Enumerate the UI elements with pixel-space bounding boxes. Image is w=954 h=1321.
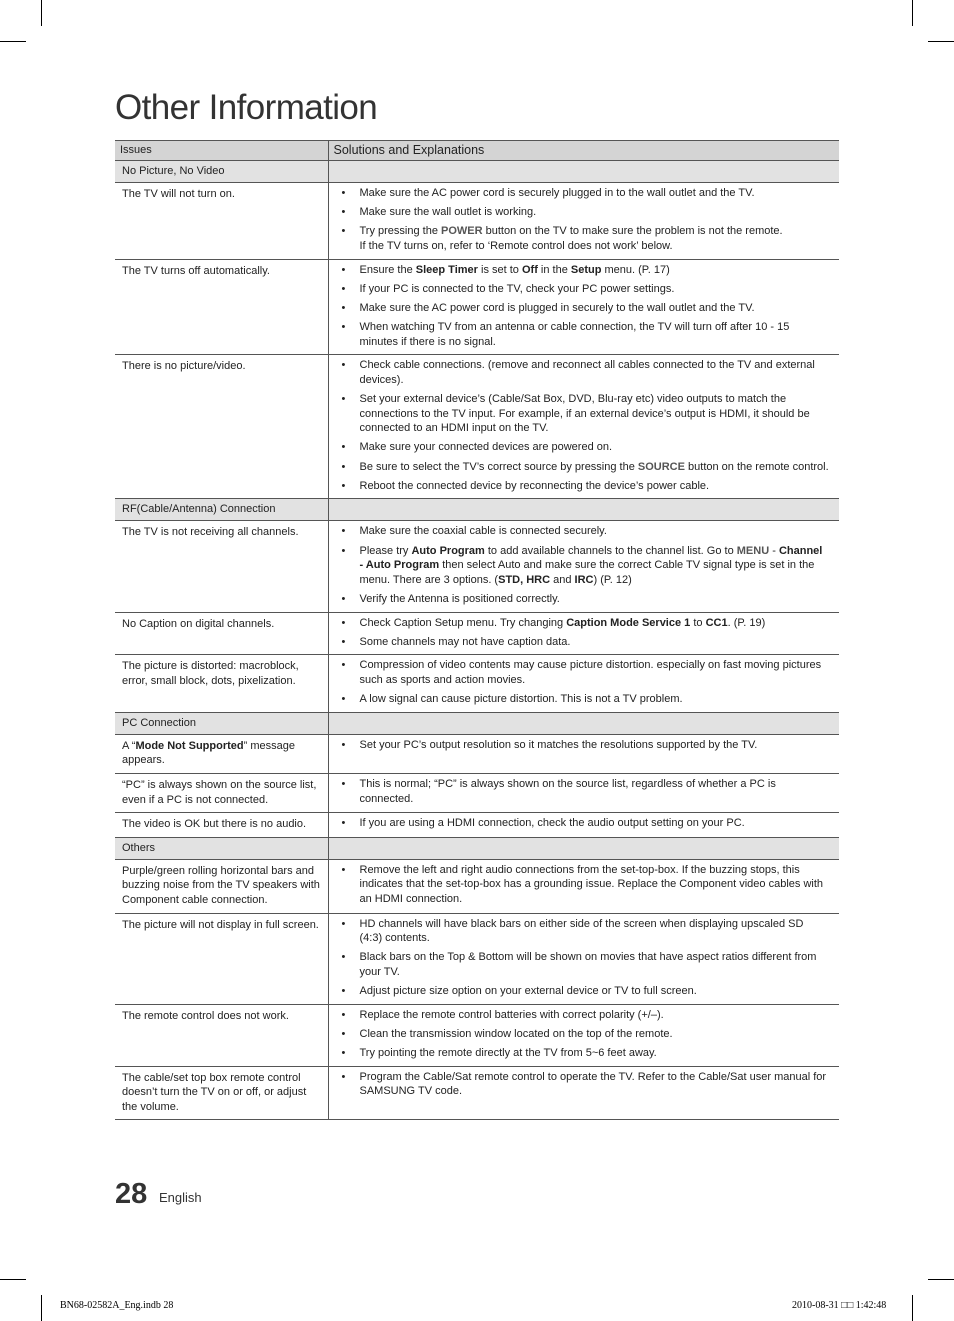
section-row xyxy=(115,837,839,859)
issue-cell xyxy=(115,773,328,812)
text-run: If the TV turns on, refer to ‘Remote control does not work’ below. xyxy=(359,239,673,252)
solution-list xyxy=(334,658,830,706)
crop-mark xyxy=(912,0,913,26)
solution-list xyxy=(334,1008,830,1061)
solution-item xyxy=(334,224,830,253)
text-run: The remote control does not work. xyxy=(122,1009,289,1022)
solution-item xyxy=(334,592,830,607)
solution-item xyxy=(334,440,830,455)
crop-mark xyxy=(41,1295,42,1321)
page-language: English xyxy=(159,1190,202,1205)
issue-cell xyxy=(115,813,328,838)
bullet-icon: • xyxy=(341,282,346,295)
text-run: ” message appears. xyxy=(122,739,295,767)
text-run: and xyxy=(550,573,575,586)
table-row xyxy=(115,355,839,499)
troubleshooting-table xyxy=(115,140,839,1120)
text-run: Remove the left and right audio connections from the set-top-box. If the buzzing stops, this indicates that the set-top-box has a grounding issue. Replace the Component video cables with an HDMI connection. xyxy=(359,863,824,905)
text-run: The TV will not turn on. xyxy=(122,188,235,200)
crop-mark xyxy=(0,1279,26,1280)
crop-mark xyxy=(0,41,26,42)
text-run: Please try xyxy=(359,544,412,557)
bullet-icon: • xyxy=(341,917,346,930)
text-run: “PC” is always shown on the source list, even if a PC is not connected. xyxy=(122,778,317,806)
bullet-icon: • xyxy=(341,479,346,492)
text-run: Make sure your connected devices are powered on. xyxy=(359,441,613,454)
table-row xyxy=(115,183,839,260)
section-title: RF(Cable/Antenna) Connection xyxy=(115,499,328,521)
crop-mark xyxy=(928,41,954,42)
solution-item xyxy=(334,616,830,631)
table-row xyxy=(115,773,839,812)
solution-item xyxy=(334,917,830,946)
solution-item xyxy=(334,186,830,201)
solution-item xyxy=(334,460,830,475)
text-run: If you are using a HDMI connection, check the audio output setting on your PC. xyxy=(359,817,745,830)
text-run: Be sure to select the TV’s correct source by pressing the xyxy=(359,460,638,473)
solution-item xyxy=(334,301,830,316)
solution-cell xyxy=(328,612,839,655)
text-run: Replace the remote control batteries with correct polarity (+/–). xyxy=(359,1008,664,1021)
section-empty-cell xyxy=(328,712,839,734)
section-title: PC Connection xyxy=(115,712,328,734)
bullet-icon: • xyxy=(341,359,346,372)
text-run: Verify the Antenna is positioned correctly. xyxy=(359,593,560,605)
text-run: A “ xyxy=(122,739,136,752)
bullet-icon: • xyxy=(341,187,346,199)
bullet-icon: • xyxy=(341,693,346,706)
print-slug-file: BN68-02582A_Eng.indb 28 xyxy=(60,1300,174,1311)
solution-item xyxy=(334,777,830,806)
bullet-icon: • xyxy=(341,460,346,473)
bold-term: Mode Not Supported xyxy=(135,739,244,752)
text-run: Make sure the coaxial cable is connected securely. xyxy=(359,525,607,538)
text-run: The TV turns off automatically. xyxy=(122,264,270,277)
text-run: to add available channels to the channel list. Go to xyxy=(484,544,737,557)
text-run: Compression of video contents may cause picture distortion. especially on fast moving pictures such as sports and action movies. xyxy=(359,659,822,686)
text-run: This is normal; “PC” is always shown on the source list, regardless of whether a PC is connected. xyxy=(359,777,776,805)
bullet-icon: • xyxy=(341,951,346,964)
bullet-icon: • xyxy=(341,985,346,998)
solution-item xyxy=(334,1070,830,1099)
bullet-icon: • xyxy=(341,616,346,629)
bullet-icon: • xyxy=(341,817,346,830)
table-row xyxy=(115,612,839,655)
solution-cell xyxy=(328,259,839,355)
table-row xyxy=(115,1004,839,1066)
bold-term: Setup xyxy=(570,263,602,276)
solution-item xyxy=(334,479,830,494)
issue-cell xyxy=(115,913,328,1004)
issue-cell xyxy=(115,355,328,499)
text-run: Try pointing the remote directly at the TV from 5~6 feet away. xyxy=(359,1047,657,1060)
solution-cell xyxy=(328,913,839,1004)
crop-mark xyxy=(41,0,42,26)
solution-list xyxy=(334,917,830,999)
text-run: . (P. 19) xyxy=(727,616,766,629)
solution-item xyxy=(334,263,830,278)
section-row xyxy=(115,161,839,183)
text-run: If your PC is connected to the TV, check your PC power settings. xyxy=(359,282,675,295)
text-run: The picture is distorted: macroblock, error, small block, dots, pixelization. xyxy=(122,660,299,687)
table-row xyxy=(115,813,839,838)
text-run: There is no picture/video. xyxy=(122,360,246,373)
text-run: When watching TV from an antenna or cable connection, the TV will turn off after 10 - 15 minutes if there is no signal. xyxy=(359,321,790,348)
bullet-icon: • xyxy=(341,225,346,238)
text-run: Purple/green rolling horizontal bars and buzzing noise from the TV speakers with Component cable connection. xyxy=(122,864,320,906)
solution-item xyxy=(334,692,830,707)
bold-term: Caption Mode Service 1 xyxy=(566,616,691,629)
solution-cell xyxy=(328,813,839,838)
bullet-icon: • xyxy=(341,1008,346,1021)
text-run: - xyxy=(769,544,779,557)
page-title: Other Information xyxy=(115,88,378,127)
bold-term: IRC xyxy=(574,573,594,586)
table-row xyxy=(115,521,839,612)
section-row xyxy=(115,499,839,521)
solution-cell xyxy=(328,355,839,499)
solution-cell xyxy=(328,773,839,812)
text-run: Make sure the AC power cord is securely plugged in to the wall outlet and the TV. xyxy=(359,187,755,199)
text-run: The video is OK but there is no audio. xyxy=(122,818,307,831)
text-run: A low signal can cause picture distortion. This is not a TV problem. xyxy=(359,693,683,706)
bold-term: CC1 xyxy=(705,616,728,629)
solution-list xyxy=(334,863,830,907)
text-run: The cable/set top box remote control doesn’t turn the TV on or off, or adjust the volume. xyxy=(122,1071,307,1113)
solution-item xyxy=(334,1027,830,1042)
solution-cell xyxy=(328,1004,839,1066)
bullet-icon: • xyxy=(341,863,346,876)
issue-cell xyxy=(115,259,328,355)
print-slug-timestamp: 2010-08-31 □□ 1:42:48 xyxy=(792,1300,887,1311)
text-run: is set to xyxy=(477,263,522,276)
bullet-icon: • xyxy=(341,1070,346,1083)
table-row xyxy=(115,734,839,773)
text-run: Black bars on the Top & Bottom will be shown on movies that have aspect ratios different from your TV. xyxy=(359,951,817,978)
bullet-icon: • xyxy=(341,1027,346,1040)
solution-cell xyxy=(328,859,839,913)
header-solutions: Solutions and Explanations xyxy=(328,141,839,161)
section-empty-cell xyxy=(328,837,839,859)
text-run: Clean the transmission window located on the top of the remote. xyxy=(359,1027,673,1040)
solution-cell xyxy=(328,521,839,612)
text-run: The picture will not display in full screen. xyxy=(122,918,319,931)
section-title: Others xyxy=(115,837,328,859)
solution-cell xyxy=(328,734,839,773)
bullet-icon: • xyxy=(341,301,346,314)
bullet-icon: • xyxy=(341,544,346,557)
text-run: Adjust picture size option on your external device or TV to full screen. xyxy=(359,985,697,998)
solution-cell xyxy=(328,183,839,260)
solution-cell xyxy=(328,1066,839,1120)
solution-list xyxy=(334,777,830,806)
text-run: in the xyxy=(537,263,571,276)
issue-cell xyxy=(115,183,328,260)
solution-item xyxy=(334,282,830,297)
bullet-icon: • xyxy=(341,593,346,605)
issue-cell xyxy=(115,612,328,655)
solution-item xyxy=(334,635,830,650)
solution-list xyxy=(334,1070,830,1099)
bullet-icon: • xyxy=(341,441,346,454)
crop-mark xyxy=(928,1279,954,1280)
solution-list xyxy=(334,616,830,650)
text-run: The TV is not receiving all channels. xyxy=(122,526,299,539)
solution-cell xyxy=(328,655,839,712)
text-run: No Caption on digital channels. xyxy=(122,617,275,630)
issue-cell xyxy=(115,655,328,712)
bullet-icon: • xyxy=(341,635,346,648)
text-run: Some channels may not have caption data. xyxy=(359,635,571,648)
bullet-icon: • xyxy=(341,659,346,672)
bold-term: POWER xyxy=(441,225,483,238)
text-run: Ensure the xyxy=(359,263,416,276)
solution-item xyxy=(334,738,830,753)
bullet-icon: • xyxy=(341,393,346,406)
crop-mark xyxy=(912,1295,913,1321)
bullet-icon: • xyxy=(341,738,346,751)
issue-cell xyxy=(115,1004,328,1066)
solution-item xyxy=(334,205,830,220)
bold-term: SOURCE xyxy=(637,460,685,473)
issue-cell xyxy=(115,859,328,913)
text-run: button on the remote control. xyxy=(684,460,829,473)
table-row xyxy=(115,859,839,913)
solution-item xyxy=(334,950,830,979)
page-number: 28 xyxy=(115,1178,148,1210)
text-run: button on the TV to make sure the problem is not the remote. xyxy=(482,225,783,238)
table-row xyxy=(115,259,839,355)
text-run: to xyxy=(690,616,706,629)
bullet-icon: • xyxy=(341,1047,346,1060)
table-body xyxy=(115,161,839,1120)
solution-item xyxy=(334,524,830,539)
solution-item xyxy=(334,544,830,588)
text-run: Set your PC’s output resolution so it matches the resolutions supported by the TV. xyxy=(359,738,758,751)
section-empty-cell xyxy=(328,161,839,183)
solution-list xyxy=(334,816,830,831)
table-row xyxy=(115,913,839,1004)
text-run: ) (P. 12) xyxy=(593,573,632,586)
bullet-icon: • xyxy=(341,321,346,334)
bullet-icon: • xyxy=(341,777,346,790)
solution-item xyxy=(334,816,830,831)
text-run: Program the Cable/Sat remote control to operate the TV. Refer to the Cable/Sat user manual for SAMSUNG TV code. xyxy=(359,1070,827,1098)
text-run: Reboot the connected device by reconnecting the device’s power cable. xyxy=(359,479,710,492)
bold-term: Auto Program xyxy=(411,544,485,557)
bold-term: MENU xyxy=(736,544,770,557)
bold-term: STD, HRC xyxy=(498,573,551,586)
text-run: Set your external device’s (Cable/Sat Box, DVD, Blu-ray etc) video outputs to match the connections to the TV input. For example, if an external device’s output is HDMI, it should be connected to an HDMI input on the TV. xyxy=(359,393,810,435)
text-run: Make sure the AC power cord is plugged in securely to the wall outlet and the TV. xyxy=(359,301,755,314)
solution-list xyxy=(334,186,830,254)
text-run: Check Caption Setup menu. Try changing xyxy=(359,616,567,629)
bullet-icon: • xyxy=(341,263,346,276)
section-empty-cell xyxy=(328,499,839,521)
table-row xyxy=(115,655,839,712)
bold-term: Off xyxy=(521,263,538,276)
solution-item xyxy=(334,1046,830,1061)
issue-cell xyxy=(115,521,328,612)
text-run: menu. (P. 17) xyxy=(601,263,670,276)
text-run: HD channels will have black bars on either side of the screen when displaying upscaled SD (4:3) contents. xyxy=(359,917,804,945)
solution-item xyxy=(334,358,830,387)
bullet-icon: • xyxy=(341,206,346,219)
issue-cell xyxy=(115,1066,328,1120)
table-header-row xyxy=(115,141,839,161)
solution-item xyxy=(334,1008,830,1023)
issue-cell xyxy=(115,734,328,773)
text-run: then select Auto and make sure the correct Cable TV signal type is set in the menu. There are 3 options. ( xyxy=(359,559,815,586)
solution-item xyxy=(334,658,830,687)
text-run: Try pressing the xyxy=(359,225,442,238)
bullet-icon: • xyxy=(341,525,346,538)
solution-item xyxy=(334,320,830,349)
bold-term: Channel - Auto Program xyxy=(359,544,823,572)
solution-list xyxy=(334,738,830,753)
bold-term: Sleep Timer xyxy=(415,263,478,276)
text-run: Make sure the wall outlet is working. xyxy=(359,206,537,219)
solution-list xyxy=(334,358,830,493)
section-row xyxy=(115,712,839,734)
section-title: No Picture, No Video xyxy=(115,161,328,183)
table-row xyxy=(115,1066,839,1120)
header-issues: Issues xyxy=(115,141,328,161)
solution-list xyxy=(334,524,830,606)
solution-item xyxy=(334,984,830,999)
solution-list xyxy=(334,263,830,350)
text-run: Check cable connections. (remove and reconnect all cables connected to the TV and external devices). xyxy=(359,359,815,386)
solution-item xyxy=(334,392,830,436)
solution-item xyxy=(334,863,830,907)
